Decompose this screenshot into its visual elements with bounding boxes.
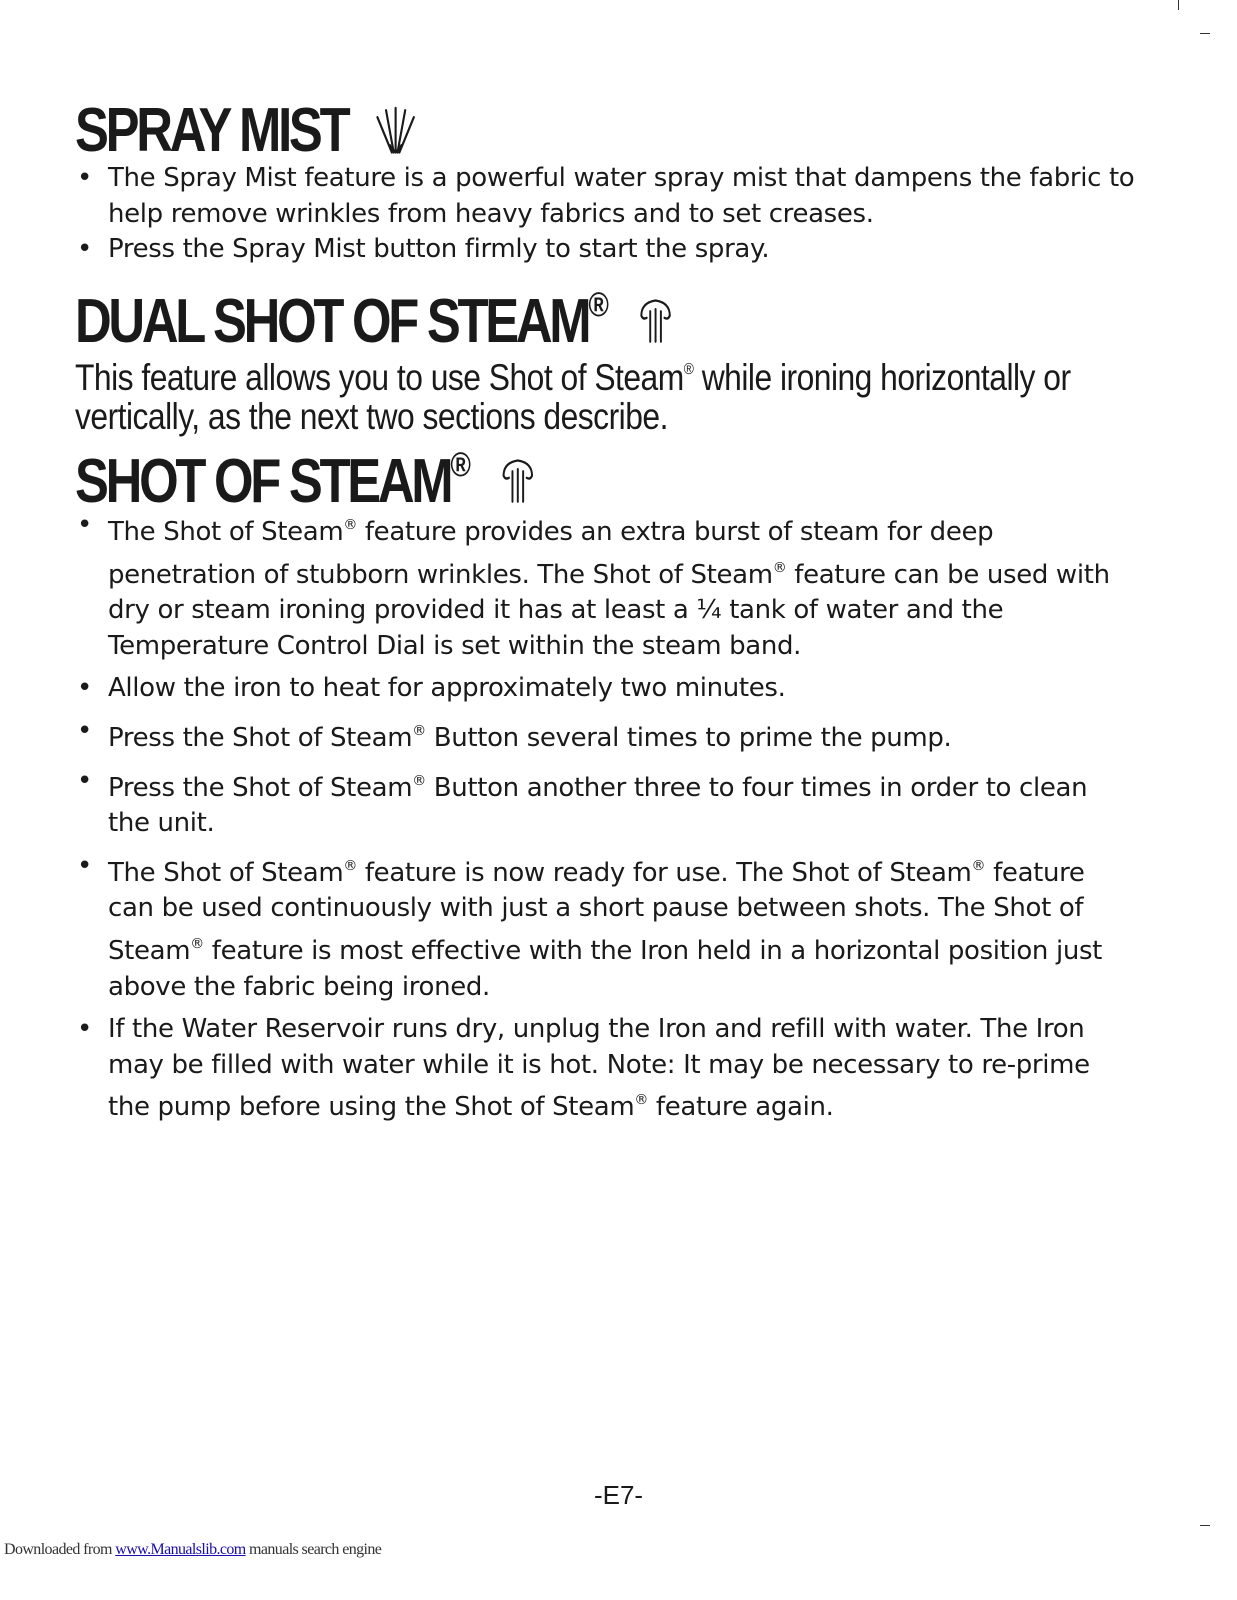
shot-of-steam-list xyxy=(75,508,1135,1126)
registered-mark: ® xyxy=(971,857,986,874)
list-item xyxy=(75,232,1135,268)
list-item xyxy=(75,849,1135,1005)
crop-mark xyxy=(1200,1525,1210,1526)
spray-mist-icon xyxy=(373,101,419,168)
list-item xyxy=(75,1012,1135,1126)
dual-shot-intro xyxy=(75,350,1159,436)
bullet-dot: • xyxy=(77,1014,92,1045)
bullet-text: feature is most effective with the Iron held in a horizontal position just above the fabric being ironed. xyxy=(108,935,1103,1002)
page-number: -E7- xyxy=(593,1480,644,1510)
bullet-dot: • xyxy=(77,163,92,193)
bullet-dot: • xyxy=(77,715,92,746)
dual-shot-title: DUAL SHOT OF STEAM xyxy=(75,287,589,356)
spray-mist-bullet-1: The Spray Mist feature is a powerful water spray mist that dampens the fabric to help remove wrinkles from heavy fabrics and to set creases. xyxy=(108,163,1135,229)
list-item xyxy=(75,714,1135,757)
crop-mark xyxy=(1178,0,1179,10)
bullet-text: Button several times to prime the pump. xyxy=(425,722,952,753)
bullet-dot: • xyxy=(77,765,92,796)
bullet-text: feature can be used continuously with just a short pause between shots. The Shot of Steam xyxy=(108,857,1085,966)
intro-text-2: while ironing horizontally or vertically, as the next two sections describe. xyxy=(75,357,1071,437)
shot-of-steam-heading xyxy=(75,448,539,517)
bullet-dot: • xyxy=(77,850,92,881)
registered-mark: ® xyxy=(190,935,204,952)
registered-mark: ® xyxy=(412,722,426,739)
manualslib-link[interactable]: www.Manualslib.com xyxy=(115,1541,246,1558)
registered-mark: ® xyxy=(450,446,471,484)
bullet-text: feature can be used with dry or steam ironing provided it has at least a ¼ tank of water and the Temperature Control Dial is set within the steam band. xyxy=(108,559,1110,661)
bullet-text: The Shot of Steam xyxy=(108,857,344,888)
registered-mark: ® xyxy=(588,286,609,324)
dual-shot-heading xyxy=(75,288,677,357)
bullet-dot: • xyxy=(77,234,92,265)
crop-mark xyxy=(1200,33,1210,34)
spray-mist-heading xyxy=(75,96,419,168)
spray-mist-list xyxy=(75,161,1135,268)
intro-text-1: This feature allows you to use Shot of Steam xyxy=(75,357,684,398)
bullet-text: feature is now ready for use. The Shot of Steam xyxy=(356,857,972,888)
registered-mark: ® xyxy=(683,361,694,378)
registered-mark: ® xyxy=(772,559,787,576)
shot-of-steam-title: SHOT OF STEAM xyxy=(75,447,451,516)
bullet-dot: • xyxy=(77,673,92,704)
bullet-dot: • xyxy=(77,510,92,540)
registered-mark: ® xyxy=(634,1092,649,1109)
spray-mist-bullet-2: Press the Spray Mist button firmly to start the spray. xyxy=(108,234,770,265)
footer-suffix: manuals search engine xyxy=(245,1541,382,1558)
bullet-text: feature provides an extra burst of steam for deep penetration of stubborn wrinkles. The Shot of Steam xyxy=(108,517,994,590)
bullet-text: Allow the iron to heat for approximately two minutes. xyxy=(108,673,786,704)
registered-mark: ® xyxy=(412,772,426,789)
bullet-text: Button another three to four times in order to clean the unit. xyxy=(108,772,1088,839)
bullet-text: The Shot of Steam xyxy=(108,517,344,547)
download-footer xyxy=(4,1541,381,1559)
list-item xyxy=(75,671,1135,707)
steam-shot-icon xyxy=(635,294,678,357)
registered-mark: ® xyxy=(343,857,357,874)
spray-mist-title: SPRAY MIST xyxy=(75,96,348,165)
bullet-text: feature again. xyxy=(648,1092,834,1123)
bullet-text: If the Water Reservoir runs dry, unplug the Iron and refill with water. The Iron may be filled with water while it is hot. Note: It may be necessary to re-prime the pump before using the Shot of Steam xyxy=(108,1014,1090,1123)
footer-prefix: Downloaded from xyxy=(4,1541,116,1558)
list-item xyxy=(75,161,1135,232)
list-item xyxy=(75,508,1135,664)
bullet-text: Press the Shot of Steam xyxy=(108,722,413,753)
bullet-text: Press the Shot of Steam xyxy=(108,772,413,803)
list-item xyxy=(75,764,1135,842)
registered-mark: ® xyxy=(343,517,357,533)
